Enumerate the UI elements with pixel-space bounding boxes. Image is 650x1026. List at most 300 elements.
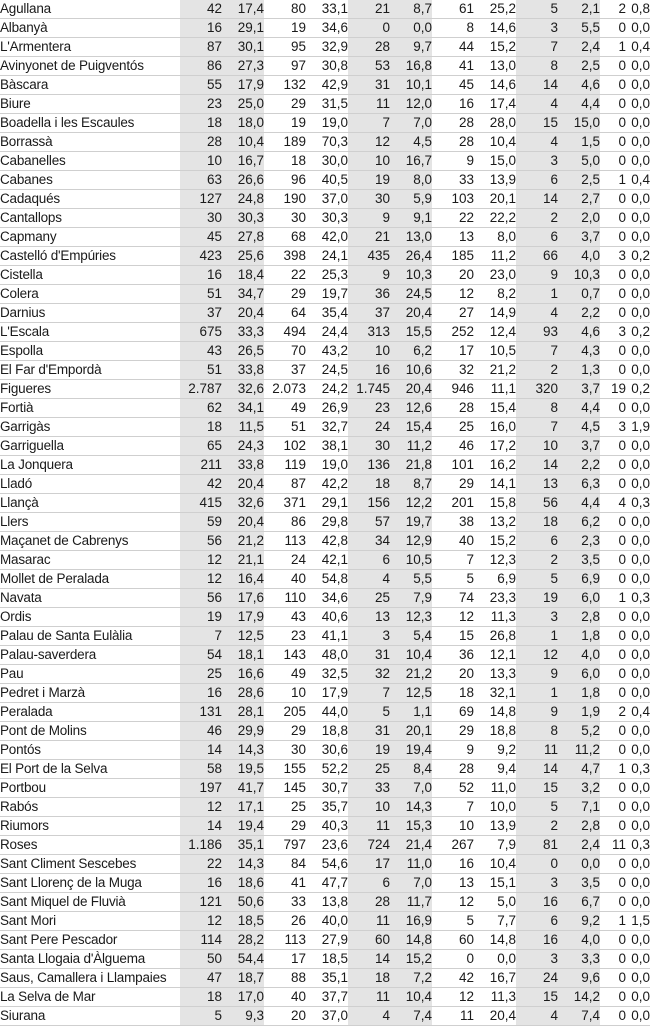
party-3-pct-cell: 15,5: [390, 323, 432, 342]
party-5-pct-cell: 6,2: [558, 513, 600, 532]
party-5-pct-cell: 2,0: [558, 209, 600, 228]
table-row: [0, 285, 650, 304]
party-1-votes-cell: 423: [180, 247, 222, 266]
party-1-pct-cell: 12,5: [222, 627, 264, 646]
party-6-pct-cell: 0,3: [626, 836, 650, 855]
party-4-votes-cell: 22: [432, 209, 474, 228]
party-6-pct-cell: 0,0: [626, 779, 650, 798]
party-5-votes-cell: 19: [516, 589, 558, 608]
party-6-votes-cell: 0: [600, 779, 626, 798]
party-6-pct-cell: 0,3: [626, 494, 650, 513]
party-1-pct-cell: 27,8: [222, 228, 264, 247]
party-5-pct-cell: 15,0: [558, 114, 600, 133]
party-3-votes-cell: 6: [348, 874, 390, 893]
party-1-votes-cell: 14: [180, 741, 222, 760]
party-6-pct-cell: 0,0: [626, 855, 650, 874]
table-row: [0, 703, 650, 722]
party-5-pct-cell: 11,2: [558, 741, 600, 760]
party-6-pct-cell: 0,4: [626, 171, 650, 190]
party-5-pct-cell: 6,7: [558, 893, 600, 912]
party-5-pct-cell: 4,0: [558, 646, 600, 665]
party-6-votes-cell: 1: [600, 589, 626, 608]
party-2-votes-cell: 19: [264, 19, 306, 38]
party-3-votes-cell: 313: [348, 323, 390, 342]
party-3-votes-cell: 31: [348, 76, 390, 95]
municipality-name-cell: Santa Llogaia d'Àlguema: [0, 950, 180, 969]
party-1-pct-cell: 20,4: [222, 475, 264, 494]
municipality-name-cell: Navata: [0, 589, 180, 608]
party-6-votes-cell: 0: [600, 513, 626, 532]
party-2-pct-cell: 40,5: [306, 171, 348, 190]
party-5-pct-cell: 4,0: [558, 247, 600, 266]
party-6-pct-cell: 0,0: [626, 342, 650, 361]
party-4-pct-cell: 16,7: [474, 969, 516, 988]
party-3-pct-cell: 16,8: [390, 57, 432, 76]
party-5-votes-cell: 9: [516, 266, 558, 285]
party-1-votes-cell: 37: [180, 304, 222, 323]
party-1-pct-cell: 24,3: [222, 437, 264, 456]
party-1-pct-cell: 33,8: [222, 361, 264, 380]
party-3-pct-cell: 8,7: [390, 0, 432, 19]
municipality-name-cell: Llers: [0, 513, 180, 532]
party-6-votes-cell: 0: [600, 931, 626, 950]
table-row: [0, 779, 650, 798]
municipality-name-cell: El Port de la Selva: [0, 760, 180, 779]
party-2-votes-cell: 26: [264, 912, 306, 931]
party-1-pct-cell: 14,3: [222, 741, 264, 760]
municipality-name-cell: Sant Climent Sescebes: [0, 855, 180, 874]
party-2-pct-cell: 34,6: [306, 19, 348, 38]
party-2-votes-cell: 86: [264, 513, 306, 532]
table-row: [0, 532, 650, 551]
party-4-votes-cell: 41: [432, 57, 474, 76]
party-1-pct-cell: 50,6: [222, 893, 264, 912]
party-3-pct-cell: 15,3: [390, 817, 432, 836]
party-3-votes-cell: 57: [348, 513, 390, 532]
party-6-pct-cell: 0,0: [626, 456, 650, 475]
municipality-name-cell: Pont de Molins: [0, 722, 180, 741]
party-4-pct-cell: 13,3: [474, 665, 516, 684]
party-2-pct-cell: 54,8: [306, 570, 348, 589]
party-2-pct-cell: 37,7: [306, 988, 348, 1007]
party-6-pct-cell: 0,0: [626, 798, 650, 817]
party-2-pct-cell: 24,1: [306, 247, 348, 266]
municipality-name-cell: Cabanelles: [0, 152, 180, 171]
party-1-votes-cell: 42: [180, 0, 222, 19]
party-3-pct-cell: 19,4: [390, 741, 432, 760]
party-6-votes-cell: 0: [600, 399, 626, 418]
municipality-name-cell: Biure: [0, 95, 180, 114]
party-2-pct-cell: 47,7: [306, 874, 348, 893]
table-row: [0, 19, 650, 38]
party-6-votes-cell: 0: [600, 627, 626, 646]
party-3-votes-cell: 724: [348, 836, 390, 855]
party-6-votes-cell: 0: [600, 950, 626, 969]
party-1-pct-cell: 18,1: [222, 646, 264, 665]
party-4-pct-cell: 16,2: [474, 456, 516, 475]
table-row: [0, 836, 650, 855]
party-3-pct-cell: 26,4: [390, 247, 432, 266]
party-2-pct-cell: 32,5: [306, 665, 348, 684]
party-5-pct-cell: 5,0: [558, 152, 600, 171]
municipality-name-cell: Roses: [0, 836, 180, 855]
table-row: [0, 437, 650, 456]
party-4-votes-cell: 16: [432, 855, 474, 874]
party-6-pct-cell: 0,0: [626, 665, 650, 684]
party-5-votes-cell: 11: [516, 741, 558, 760]
table-row: [0, 646, 650, 665]
party-1-votes-cell: 415: [180, 494, 222, 513]
party-6-votes-cell: 0: [600, 475, 626, 494]
party-1-votes-cell: 42: [180, 475, 222, 494]
party-2-votes-cell: 494: [264, 323, 306, 342]
party-1-votes-cell: 19: [180, 608, 222, 627]
party-5-pct-cell: 3,2: [558, 779, 600, 798]
party-6-pct-cell: 0,0: [626, 532, 650, 551]
party-3-votes-cell: 11: [348, 912, 390, 931]
party-2-votes-cell: 84: [264, 855, 306, 874]
party-4-pct-cell: 23,3: [474, 589, 516, 608]
table-row: [0, 608, 650, 627]
table-row: [0, 570, 650, 589]
party-5-votes-cell: 5: [516, 798, 558, 817]
party-5-pct-cell: 4,4: [558, 399, 600, 418]
party-5-pct-cell: 3,7: [558, 437, 600, 456]
party-1-pct-cell: 28,6: [222, 684, 264, 703]
party-4-pct-cell: 12,1: [474, 646, 516, 665]
party-3-pct-cell: 12,6: [390, 399, 432, 418]
party-2-pct-cell: 18,8: [306, 722, 348, 741]
party-3-pct-cell: 21,8: [390, 456, 432, 475]
party-3-votes-cell: 21: [348, 228, 390, 247]
municipality-name-cell: Espolla: [0, 342, 180, 361]
party-2-votes-cell: 30: [264, 209, 306, 228]
party-6-votes-cell: 3: [600, 247, 626, 266]
party-4-pct-cell: 28,0: [474, 114, 516, 133]
table-row: [0, 95, 650, 114]
party-6-pct-cell: 0,0: [626, 114, 650, 133]
party-6-votes-cell: 0: [600, 152, 626, 171]
party-1-pct-cell: 27,3: [222, 57, 264, 76]
party-4-votes-cell: 16: [432, 95, 474, 114]
party-6-votes-cell: 0: [600, 304, 626, 323]
party-5-votes-cell: 5: [516, 0, 558, 19]
party-4-votes-cell: 7: [432, 798, 474, 817]
municipality-name-cell: Bàscara: [0, 76, 180, 95]
party-3-pct-cell: 10,1: [390, 76, 432, 95]
party-2-pct-cell: 42,9: [306, 76, 348, 95]
party-2-pct-cell: 48,0: [306, 646, 348, 665]
party-5-votes-cell: 14: [516, 190, 558, 209]
party-2-votes-cell: 29: [264, 285, 306, 304]
party-2-votes-cell: 95: [264, 38, 306, 57]
party-4-votes-cell: 29: [432, 475, 474, 494]
party-1-pct-cell: 32,6: [222, 494, 264, 513]
party-3-votes-cell: 18: [348, 475, 390, 494]
party-5-pct-cell: 4,4: [558, 494, 600, 513]
party-3-votes-cell: 11: [348, 817, 390, 836]
party-6-pct-cell: 1,9: [626, 418, 650, 437]
party-4-pct-cell: 11,1: [474, 380, 516, 399]
table-row: [0, 589, 650, 608]
party-5-votes-cell: 15: [516, 114, 558, 133]
party-6-votes-cell: 0: [600, 19, 626, 38]
party-5-pct-cell: 10,3: [558, 266, 600, 285]
party-2-pct-cell: 42,2: [306, 475, 348, 494]
party-5-votes-cell: 15: [516, 988, 558, 1007]
party-1-votes-cell: 87: [180, 38, 222, 57]
party-2-votes-cell: 97: [264, 57, 306, 76]
party-6-votes-cell: 0: [600, 551, 626, 570]
party-2-pct-cell: 35,7: [306, 798, 348, 817]
party-2-votes-cell: 17: [264, 950, 306, 969]
party-2-pct-cell: 52,2: [306, 760, 348, 779]
party-3-pct-cell: 7,0: [390, 779, 432, 798]
party-3-pct-cell: 5,4: [390, 627, 432, 646]
party-6-votes-cell: 0: [600, 817, 626, 836]
party-1-votes-cell: 18: [180, 114, 222, 133]
party-4-pct-cell: 8,0: [474, 228, 516, 247]
party-2-votes-cell: 40: [264, 988, 306, 1007]
municipality-name-cell: Cistella: [0, 266, 180, 285]
party-3-votes-cell: 23: [348, 399, 390, 418]
party-2-votes-cell: 797: [264, 836, 306, 855]
party-2-votes-cell: 41: [264, 874, 306, 893]
party-4-votes-cell: 29: [432, 722, 474, 741]
table-row: [0, 266, 650, 285]
party-4-votes-cell: 12: [432, 893, 474, 912]
party-6-votes-cell: 0: [600, 684, 626, 703]
party-2-votes-cell: 49: [264, 399, 306, 418]
party-3-votes-cell: 12: [348, 133, 390, 152]
party-4-votes-cell: 12: [432, 608, 474, 627]
party-6-pct-cell: 0,0: [626, 931, 650, 950]
party-1-votes-cell: 58: [180, 760, 222, 779]
party-5-pct-cell: 4,3: [558, 342, 600, 361]
table-row: [0, 418, 650, 437]
party-6-votes-cell: 0: [600, 798, 626, 817]
party-4-votes-cell: 12: [432, 285, 474, 304]
party-2-pct-cell: 19,0: [306, 114, 348, 133]
party-1-votes-cell: 12: [180, 570, 222, 589]
table-row: [0, 133, 650, 152]
party-3-pct-cell: 8,7: [390, 475, 432, 494]
party-3-votes-cell: 4: [348, 1007, 390, 1026]
party-6-votes-cell: 3: [600, 418, 626, 437]
party-2-votes-cell: 113: [264, 931, 306, 950]
party-3-pct-cell: 8,4: [390, 760, 432, 779]
party-1-pct-cell: 54,4: [222, 950, 264, 969]
party-6-votes-cell: 0: [600, 665, 626, 684]
party-6-pct-cell: 0,0: [626, 646, 650, 665]
party-1-pct-cell: 17,0: [222, 988, 264, 1007]
party-6-pct-cell: 0,0: [626, 551, 650, 570]
party-1-votes-cell: 16: [180, 874, 222, 893]
party-5-votes-cell: 93: [516, 323, 558, 342]
party-1-pct-cell: 14,3: [222, 855, 264, 874]
party-6-pct-cell: 0,0: [626, 190, 650, 209]
party-4-votes-cell: 7: [432, 551, 474, 570]
party-3-votes-cell: 16: [348, 361, 390, 380]
party-2-votes-cell: 119: [264, 456, 306, 475]
party-1-pct-cell: 25,0: [222, 95, 264, 114]
party-2-votes-cell: 88: [264, 969, 306, 988]
party-1-pct-cell: 16,7: [222, 152, 264, 171]
party-4-votes-cell: 44: [432, 38, 474, 57]
table-row: [0, 323, 650, 342]
table-row: [0, 342, 650, 361]
party-3-pct-cell: 7,0: [390, 874, 432, 893]
party-6-votes-cell: 19: [600, 380, 626, 399]
party-5-votes-cell: 8: [516, 57, 558, 76]
party-1-pct-cell: 21,2: [222, 532, 264, 551]
party-4-pct-cell: 14,6: [474, 76, 516, 95]
party-2-pct-cell: 24,2: [306, 380, 348, 399]
party-6-votes-cell: 0: [600, 874, 626, 893]
party-1-pct-cell: 30,3: [222, 209, 264, 228]
party-2-pct-cell: 30,3: [306, 209, 348, 228]
party-6-votes-cell: 0: [600, 266, 626, 285]
party-1-votes-cell: 25: [180, 665, 222, 684]
party-1-pct-cell: 18,0: [222, 114, 264, 133]
party-6-pct-cell: 0,0: [626, 817, 650, 836]
party-4-votes-cell: 185: [432, 247, 474, 266]
party-5-votes-cell: 3: [516, 874, 558, 893]
party-5-pct-cell: 0,7: [558, 285, 600, 304]
party-4-pct-cell: 15,2: [474, 38, 516, 57]
party-4-pct-cell: 6,9: [474, 570, 516, 589]
party-5-pct-cell: 2,5: [558, 171, 600, 190]
party-6-votes-cell: 0: [600, 608, 626, 627]
party-4-pct-cell: 15,1: [474, 874, 516, 893]
party-3-pct-cell: 11,7: [390, 893, 432, 912]
party-1-pct-cell: 20,4: [222, 304, 264, 323]
party-3-pct-cell: 12,5: [390, 684, 432, 703]
party-1-pct-cell: 9,3: [222, 1007, 264, 1026]
party-1-votes-cell: 65: [180, 437, 222, 456]
party-4-pct-cell: 16,0: [474, 418, 516, 437]
party-3-votes-cell: 36: [348, 285, 390, 304]
party-1-votes-cell: 14: [180, 817, 222, 836]
party-4-votes-cell: 27: [432, 304, 474, 323]
party-3-pct-cell: 4,5: [390, 133, 432, 152]
party-2-votes-cell: 20: [264, 1007, 306, 1026]
municipality-name-cell: Masarac: [0, 551, 180, 570]
party-4-pct-cell: 25,2: [474, 0, 516, 19]
party-5-votes-cell: 7: [516, 342, 558, 361]
party-5-votes-cell: 2: [516, 209, 558, 228]
party-3-pct-cell: 9,1: [390, 209, 432, 228]
party-5-votes-cell: 6: [516, 171, 558, 190]
party-2-pct-cell: 29,1: [306, 494, 348, 513]
party-1-votes-cell: 47: [180, 969, 222, 988]
party-5-pct-cell: 2,8: [558, 608, 600, 627]
party-4-votes-cell: 9: [432, 741, 474, 760]
party-3-pct-cell: 15,4: [390, 418, 432, 437]
party-5-pct-cell: 2,2: [558, 456, 600, 475]
party-6-votes-cell: 0: [600, 190, 626, 209]
party-5-pct-cell: 4,5: [558, 418, 600, 437]
municipality-name-cell: Palau-saverdera: [0, 646, 180, 665]
party-2-pct-cell: 19,7: [306, 285, 348, 304]
party-5-pct-cell: 2,7: [558, 190, 600, 209]
party-3-pct-cell: 6,2: [390, 342, 432, 361]
party-6-pct-cell: 0,0: [626, 969, 650, 988]
party-3-votes-cell: 5: [348, 703, 390, 722]
party-4-pct-cell: 11,3: [474, 608, 516, 627]
party-4-pct-cell: 14,6: [474, 19, 516, 38]
party-3-pct-cell: 16,7: [390, 152, 432, 171]
table-row: [0, 760, 650, 779]
party-3-votes-cell: 4: [348, 570, 390, 589]
party-1-votes-cell: 16: [180, 19, 222, 38]
party-5-pct-cell: 9,6: [558, 969, 600, 988]
party-5-pct-cell: 5,2: [558, 722, 600, 741]
party-1-votes-cell: 51: [180, 285, 222, 304]
party-5-pct-cell: 3,7: [558, 228, 600, 247]
party-6-pct-cell: 0,0: [626, 133, 650, 152]
party-4-pct-cell: 22,2: [474, 209, 516, 228]
party-2-pct-cell: 30,6: [306, 741, 348, 760]
party-5-pct-cell: 6,0: [558, 589, 600, 608]
party-1-pct-cell: 33,8: [222, 456, 264, 475]
party-3-votes-cell: 6: [348, 551, 390, 570]
party-4-votes-cell: 13: [432, 874, 474, 893]
municipality-name-cell: Riumors: [0, 817, 180, 836]
party-2-pct-cell: 38,1: [306, 437, 348, 456]
table-row: [0, 741, 650, 760]
party-2-pct-cell: 40,3: [306, 817, 348, 836]
party-6-pct-cell: 0,0: [626, 304, 650, 323]
party-5-votes-cell: 8: [516, 722, 558, 741]
party-1-votes-cell: 56: [180, 589, 222, 608]
party-4-pct-cell: 17,4: [474, 95, 516, 114]
party-5-votes-cell: 14: [516, 760, 558, 779]
party-4-pct-cell: 10,0: [474, 798, 516, 817]
party-6-pct-cell: 0,0: [626, 608, 650, 627]
party-5-votes-cell: 6: [516, 228, 558, 247]
party-2-pct-cell: 42,8: [306, 532, 348, 551]
party-4-votes-cell: 9: [432, 152, 474, 171]
party-5-pct-cell: 2,2: [558, 304, 600, 323]
party-3-votes-cell: 14: [348, 950, 390, 969]
municipality-name-cell: Albanyà: [0, 19, 180, 38]
party-6-pct-cell: 1,5: [626, 912, 650, 931]
party-3-votes-cell: 53: [348, 57, 390, 76]
table-row: [0, 931, 650, 950]
party-3-votes-cell: 28: [348, 38, 390, 57]
party-1-pct-cell: 20,4: [222, 513, 264, 532]
party-5-votes-cell: 7: [516, 418, 558, 437]
party-1-votes-cell: 121: [180, 893, 222, 912]
party-5-votes-cell: 7: [516, 38, 558, 57]
party-2-pct-cell: 37,0: [306, 190, 348, 209]
municipality-name-cell: Lladó: [0, 475, 180, 494]
party-1-pct-cell: 28,1: [222, 703, 264, 722]
party-3-pct-cell: 5,5: [390, 570, 432, 589]
party-4-pct-cell: 14,8: [474, 931, 516, 950]
party-5-pct-cell: 6,3: [558, 475, 600, 494]
party-2-votes-cell: 113: [264, 532, 306, 551]
table-row: [0, 475, 650, 494]
table-row: [0, 665, 650, 684]
party-3-votes-cell: 28: [348, 893, 390, 912]
party-1-votes-cell: 12: [180, 798, 222, 817]
party-5-pct-cell: 4,6: [558, 323, 600, 342]
party-6-pct-cell: 0,2: [626, 380, 650, 399]
party-6-votes-cell: 0: [600, 988, 626, 1007]
party-3-votes-cell: 33: [348, 779, 390, 798]
